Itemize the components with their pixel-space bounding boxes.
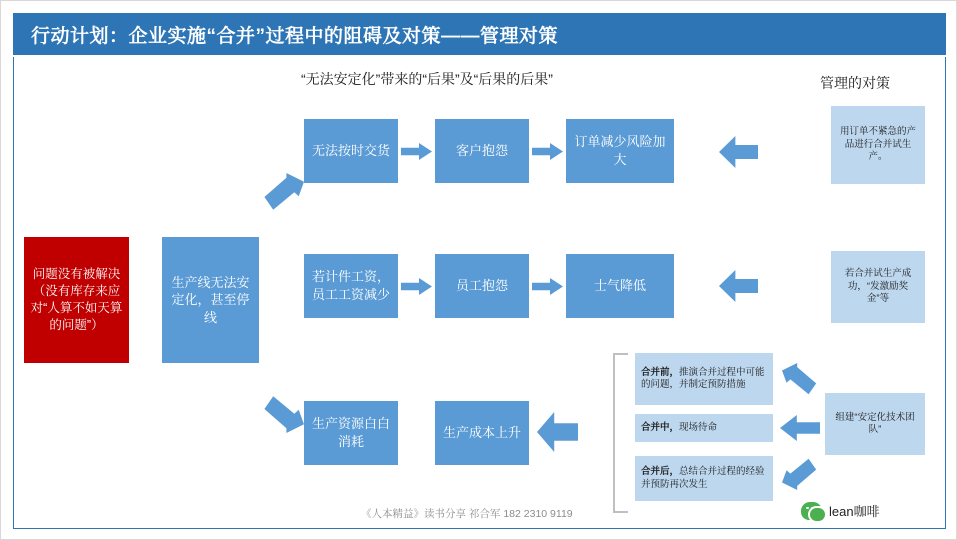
bracket: [613, 353, 628, 513]
header-center: “无法安定化”带来的“后果”及“后果的后果”: [301, 71, 553, 87]
wechat-account: [801, 501, 880, 520]
box-row1-2[interactable]: 订单减少风险加大: [566, 119, 674, 183]
box-row2-0[interactable]: 若计件工资，员工工资减少: [304, 254, 398, 318]
stage-text-1: 现场待命: [679, 421, 718, 433]
box-row3-0[interactable]: 生产资源白白消耗: [304, 401, 398, 465]
box-stage-2[interactable]: [635, 456, 773, 501]
wechat-icon: [801, 502, 822, 520]
box-row2-1[interactable]: 员工抱怨: [435, 254, 529, 318]
stage-text-0: 推演合并过程中可能的问题，并制定预防措施: [641, 366, 765, 390]
box-measure-1[interactable]: 若合并试生产成功，“发激励奖金”等: [831, 251, 925, 323]
stage-label-1: 合并中，: [641, 421, 680, 433]
footer-credit: 《人本精益》读书分享 祁合军 182 2310 9119: [361, 508, 573, 520]
box-row1-1[interactable]: 客户抱怨: [435, 119, 529, 183]
stage-label-2: 合并后，: [641, 466, 680, 478]
box-row3-1[interactable]: 生产成本上升: [435, 401, 529, 465]
wechat-label: lean咖啡: [829, 504, 880, 519]
box-stage-1[interactable]: [635, 414, 773, 442]
stage-text-2: 总结合并过程的经验并预防再次发生: [641, 466, 765, 490]
box-stage-0[interactable]: [635, 353, 773, 405]
box-row1-0[interactable]: 无法按时交货: [304, 119, 398, 183]
stage-label-0: 合并前，: [641, 366, 680, 378]
box-line-unstable[interactable]: 生产线无法安定化，甚至停线: [162, 237, 259, 363]
box-measure-0[interactable]: 用订单不紧急的产品进行合并试生产。: [831, 106, 925, 184]
slide-title: 行动计划：企业实施“合并”过程中的阻碍及对策——管理对策: [13, 13, 946, 55]
box-measure-2[interactable]: 组建“安定化技术团队”: [825, 393, 925, 455]
header-right: 管理的对策: [820, 75, 890, 91]
box-row2-2[interactable]: 士气降低: [566, 254, 674, 318]
box-root-problem[interactable]: 问题没有被解决（没有库存来应对“人算不如天算的问题”）: [24, 237, 129, 363]
